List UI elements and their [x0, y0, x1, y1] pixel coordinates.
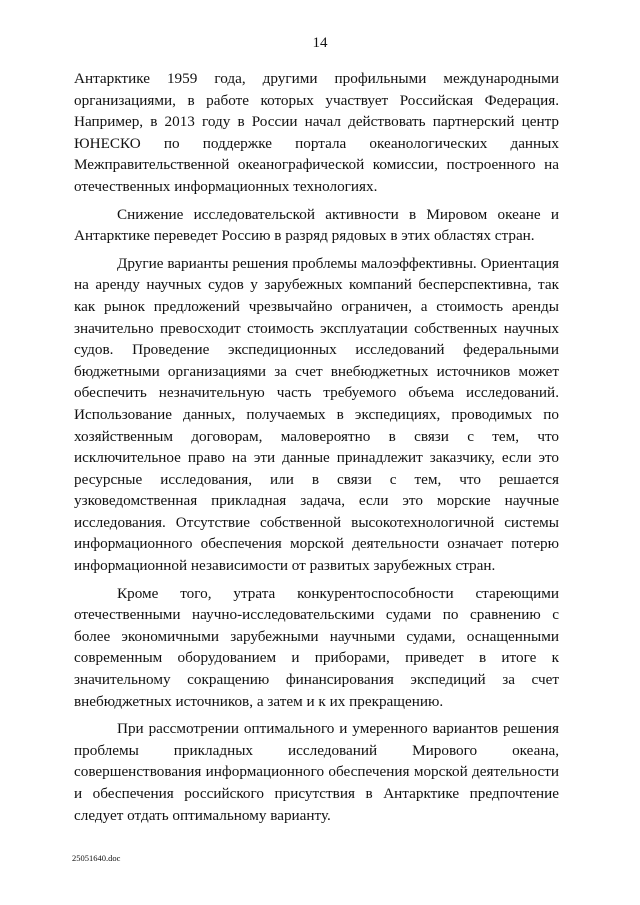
paragraph-conclusion: При рассмотрении оптимального и умеренного вариантов решения проблемы прикладных исследований Мирового океана, совершенствования информационного обеспечения морской деятельности и обеспечения российского присутствия в Антарктике предпочтение следует отдать оптимальному варианту.: [74, 720, 559, 824]
document-footer: 25051640.doc: [72, 853, 121, 863]
paragraph-alternatives: Другие варианты решения проблемы малоэффективны. Ориентация на аренду научных судов у зарубежных компаний бесперспективна, так как рынок предложений чрезвычайно ограничен, а стоимость аренды значительно превосходит стоимость эксплуатации собственных научных судов. Проведение экспедиционных исследований федеральными бюджетными организациями за счет внебюджетных источников может обеспечить незначительную часть требуемого объема исследований. Использование данных, получаемых в экспедициях, проводимых по хозяйственным договорам, маловероятно в связи с тем, что исключительное право на эти данные принадлежит заказчику, если это ресурсные исследования, или в связи с тем, что решается узковедомственная прикладная задача, если это морские научные исследования. Отсутствие собственной высокотехнологичной системы информационного обеспечения морской деятельности означает потерю информационной независимости от развитых зарубежных стран.: [74, 254, 559, 575]
paragraph-continuation: Антарктике 1959 года, другими профильными международными организациями, в работе которых участвует Российская Федерация. Например, в 2013 году в России начал действовать партнерский центр ЮНЕСКО по поддержке портала океанологических данных Межправительственной океанографической комиссии, построенного на отечественных информационных технологиях.: [74, 70, 559, 195]
page-number: 14: [312, 35, 328, 51]
paragraph-research-decline: Снижение исследовательской активности в Мировом океане и Антарктике переведет Россию в разряд рядовых в этих областях стран.: [74, 205, 559, 245]
document-body: [74, 68, 559, 826]
paragraph-competitiveness: Кроме того, утрата конкурентоспособности стареющими отечественными научно-исследовательскими судами по сравнению с более экономичными зарубежными научными судами, оснащенными современным оборудованием и приборами, приведет в итоге к значительному сокращению финансирования экспедиций за счет внебюджетных источников, а затем и к их прекращению.: [74, 584, 559, 710]
